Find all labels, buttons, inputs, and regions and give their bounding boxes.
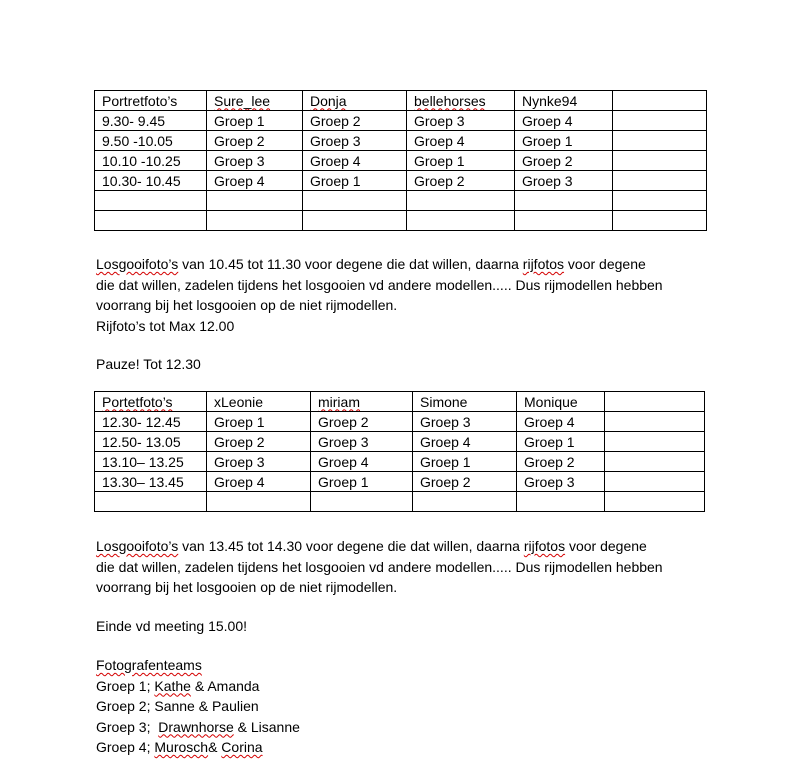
table-cell — [311, 492, 413, 512]
photographer-teams — [96, 655, 300, 758]
table-cell — [517, 492, 605, 512]
misspelled-word: rijfotos — [523, 538, 566, 554]
team-line-text: & Amanda — [190, 677, 260, 694]
table-cell: 13.30– 13.45 — [95, 472, 207, 492]
table-cell: Groep 1 — [517, 432, 605, 452]
table-cell — [613, 111, 707, 131]
misspelled-word: Losgooifoto’s — [96, 538, 179, 554]
table-row — [95, 131, 707, 151]
table-cell: Monique — [517, 392, 605, 412]
table-cell: 10.30- 10.45 — [95, 171, 207, 191]
table-cell: Groep 2 — [413, 472, 517, 492]
table-cell: 13.10– 13.25 — [95, 452, 207, 472]
table-cell: Groep 2 — [407, 171, 515, 191]
table-cell — [613, 151, 707, 171]
paragraph-text: voor degene — [564, 256, 646, 272]
table-cell — [207, 191, 303, 211]
table-cell: Groep 4 — [311, 452, 413, 472]
table-row — [95, 171, 707, 191]
table-cell — [613, 191, 707, 211]
table-cell: Groep 3 — [303, 131, 407, 151]
misspelled-word: Drawnhorse — [158, 718, 234, 735]
table-cell: Groep 1 — [515, 131, 613, 151]
table-cell: Groep 4 — [207, 171, 303, 191]
table-cell: Groep 3 — [311, 432, 413, 452]
team-line-text: Groep 2; Sanne & Paulien — [96, 698, 259, 714]
table-cell: Groep 1 — [303, 171, 407, 191]
table-cell — [207, 492, 311, 512]
table-cell — [613, 131, 707, 151]
losgooi-paragraph-afternoon — [96, 536, 663, 598]
table-cell: Groep 1 — [207, 111, 303, 131]
table-cell: Groep 3 — [407, 111, 515, 131]
table-cell: Groep 3 — [517, 472, 605, 492]
teams-title: Fotografenteams — [96, 657, 202, 673]
table-cell — [413, 492, 517, 512]
table-cell: bellehorses — [407, 91, 515, 111]
table-cell: Groep 1 — [413, 452, 517, 472]
table-cell: Donja — [303, 91, 407, 111]
table-cell: Groep 4 — [207, 472, 311, 492]
table-cell: Groep 1 — [407, 151, 515, 171]
team-line-prefix: Groep 4; — [96, 739, 155, 755]
table-cell — [303, 191, 407, 211]
table-cell — [605, 432, 705, 452]
table-cell: Groep 1 — [207, 412, 311, 432]
table-cell — [95, 211, 207, 231]
table-cell: Groep 3 — [413, 412, 517, 432]
table-cell: Groep 2 — [207, 131, 303, 151]
team-line-text: & — [208, 739, 222, 755]
table-cell — [515, 191, 613, 211]
table-header-row — [95, 91, 707, 111]
table-row — [95, 452, 705, 472]
table-cell — [95, 191, 207, 211]
table-cell: Groep 4 — [515, 111, 613, 131]
losgooi-paragraph-morning — [96, 254, 663, 336]
end-line: Einde vd meeting 15.00! — [96, 618, 247, 634]
table-cell — [605, 412, 705, 432]
team-line-prefix: Groep 3; — [96, 718, 159, 735]
table-cell: Groep 4 — [517, 412, 605, 432]
table-cell: Groep 2 — [303, 111, 407, 131]
table-cell: Portretfoto’s — [95, 91, 207, 111]
table-cell: Portetfoto’s — [95, 392, 207, 412]
team-line-prefix: Groep 1; — [96, 677, 155, 694]
table-cell: Groep 4 — [413, 432, 517, 452]
paragraph-text: van 10.45 tot 11.30 voor degene die dat willen, daarna — [178, 256, 523, 272]
table-cell — [407, 211, 515, 231]
table-cell — [207, 211, 303, 231]
table-row — [95, 472, 705, 492]
team-line-text: & Lisanne — [233, 718, 300, 735]
table-cell — [515, 211, 613, 231]
table-row — [95, 211, 707, 231]
misspelled-word: Corina — [221, 739, 263, 755]
table-row — [95, 191, 707, 211]
table-cell: Groep 3 — [515, 171, 613, 191]
table-cell — [95, 492, 207, 512]
table-cell: Groep 2 — [517, 452, 605, 472]
table-cell — [605, 392, 705, 412]
table-cell — [605, 452, 705, 472]
table-cell: 10.10 -10.25 — [95, 151, 207, 171]
table-cell: Simone — [413, 392, 517, 412]
table-cell — [613, 171, 707, 191]
table-cell: Groep 3 — [207, 452, 311, 472]
table-cell: Groep 2 — [311, 412, 413, 432]
paragraph-text: die dat willen, zadelen tijdens het losgooien vd andere modellen..... Dus rijmodellen hebben — [96, 276, 663, 293]
paragraph-text: voor degene — [565, 538, 647, 554]
table-cell — [605, 472, 705, 492]
paragraph-text: voorrang bij het losgooien op de niet rijmodellen. — [96, 297, 398, 313]
misspelled-word: Kathe — [154, 677, 191, 694]
table-cell: Groep 4 — [303, 151, 407, 171]
table-cell — [613, 211, 707, 231]
table-header-row — [95, 392, 705, 412]
misspelled-word: Losgooifoto’s — [96, 256, 179, 272]
table-cell: Sure_lee — [207, 91, 303, 111]
table-cell: Groep 4 — [407, 131, 515, 151]
table-cell: xLeonie — [207, 392, 311, 412]
table-cell: Nynke94 — [515, 91, 613, 111]
misspelled-word: rijfotos — [522, 256, 565, 272]
table-row — [95, 432, 705, 452]
paragraph-text: van 13.45 tot 14.30 voor degene die dat willen, daarna — [178, 538, 524, 554]
table-row — [95, 151, 707, 171]
table-cell: Groep 2 — [515, 151, 613, 171]
table-row — [95, 492, 705, 512]
table-cell — [605, 492, 705, 512]
table-row — [95, 111, 707, 131]
table-cell: Groep 2 — [207, 432, 311, 452]
table-cell: Groep 1 — [311, 472, 413, 492]
paragraph-text: Rijfoto’s tot Max 12.00 — [96, 317, 235, 334]
table-cell: 9.50 -10.05 — [95, 131, 207, 151]
pause-line: Pauze! Tot 12.30 — [96, 356, 201, 372]
paragraph-text: die dat willen, zadelen tijdens het losgooien vd andere modellen..... Dus rijmodellen hebben — [96, 558, 663, 575]
table-cell: 12.50- 13.05 — [95, 432, 207, 452]
table-cell: 9.30- 9.45 — [95, 111, 207, 131]
misspelled-word: Murosch — [154, 739, 209, 755]
schedule-table-morning — [94, 90, 707, 231]
table-cell — [407, 191, 515, 211]
table-cell: Groep 3 — [207, 151, 303, 171]
table-cell: miriam — [311, 392, 413, 412]
paragraph-text: voorrang bij het losgooien op de niet rijmodellen. — [96, 579, 398, 595]
schedule-table-afternoon — [94, 391, 705, 512]
table-cell: 12.30- 12.45 — [95, 412, 207, 432]
table-row — [95, 412, 705, 432]
table-cell — [613, 91, 707, 111]
table-cell — [303, 211, 407, 231]
